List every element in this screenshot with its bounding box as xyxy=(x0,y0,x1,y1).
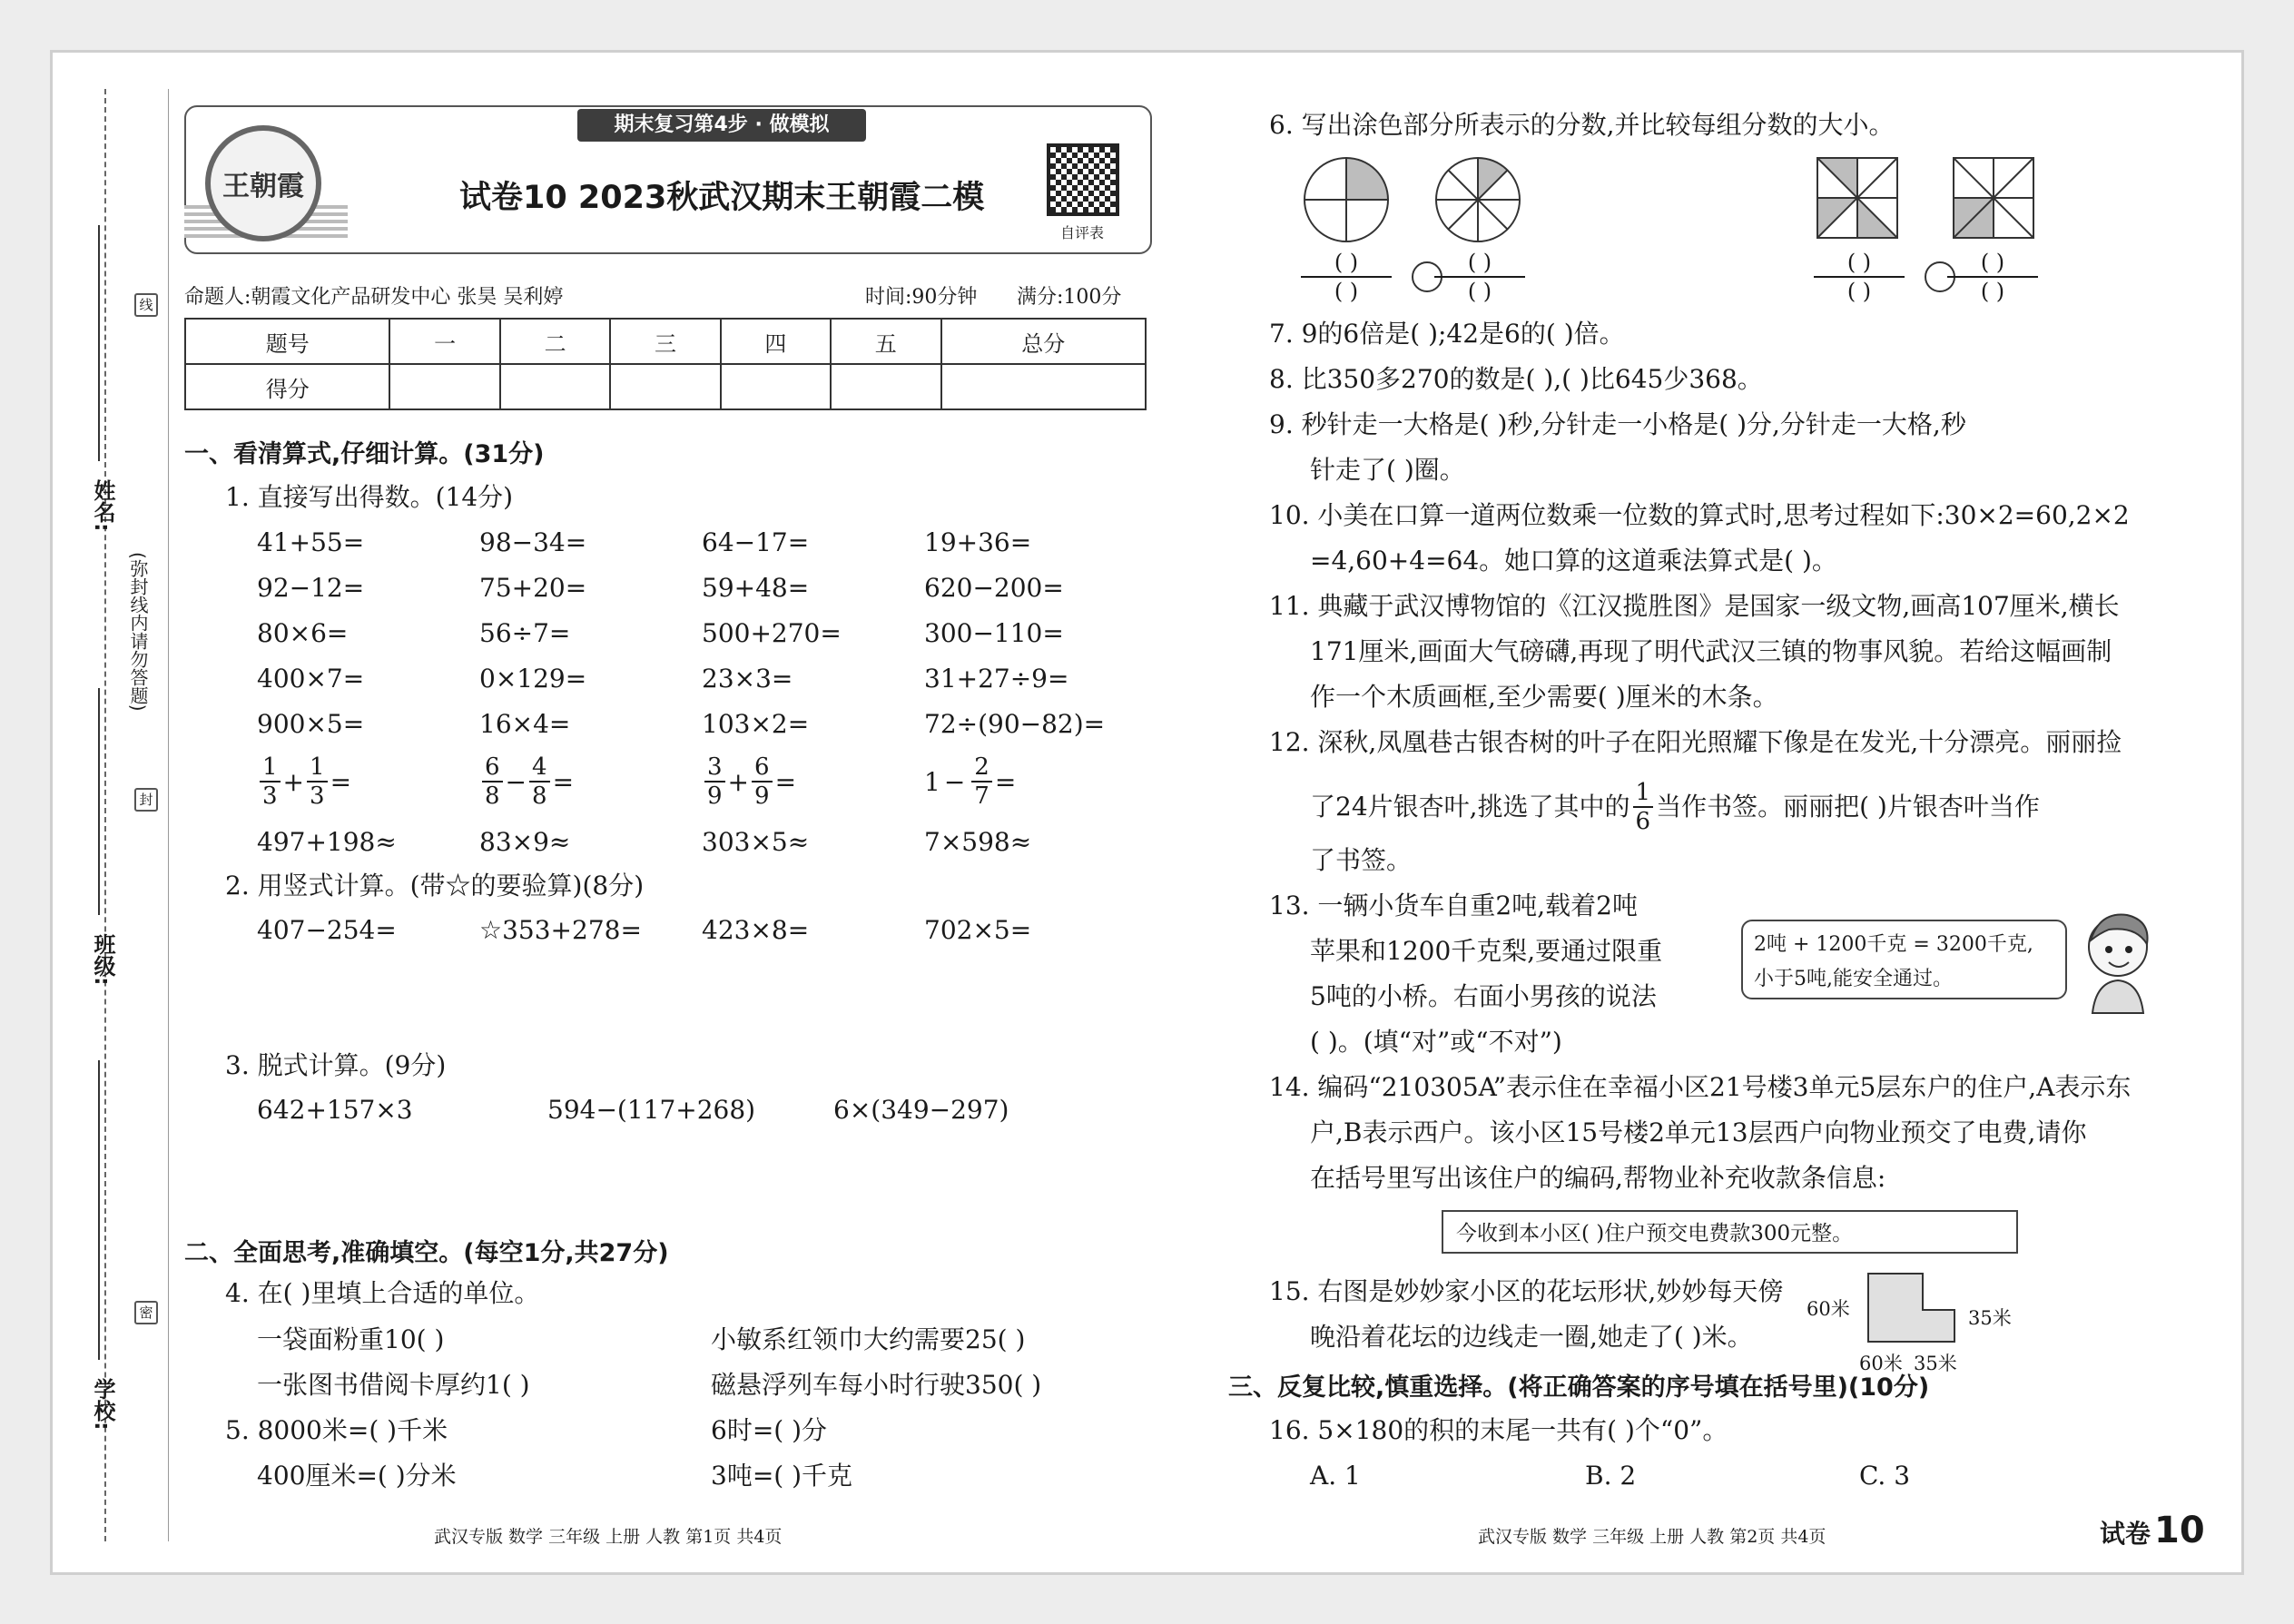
score-input[interactable] xyxy=(389,364,499,409)
calc-item: 64−17= xyxy=(702,527,810,557)
section-3-heading: 三、反复比较,慎重选择。(将正确答案的序号填在括号里)(10分) xyxy=(1228,1373,1930,1402)
calc-item: 31+27÷9= xyxy=(924,664,1069,694)
q14-line3: 在括号里写出该住户的编码,帮物业补充收款条信息: xyxy=(1310,1163,1886,1193)
score-input[interactable] xyxy=(941,364,1147,409)
q4-item: 一张图书借阅卡厚约1( ) xyxy=(257,1370,530,1400)
q9-line2: 针走了( )圈。 xyxy=(1310,455,1465,485)
score-cell: 题号 xyxy=(185,319,389,364)
q7: 7. 9的6倍是( );42是6的( )倍。 xyxy=(1269,319,1625,349)
estimate-item: 303×5≈ xyxy=(702,827,810,857)
calc-item: 620−200= xyxy=(924,573,1064,603)
exam-title: 试卷10 2023秋武汉期末王朝霞二模 xyxy=(459,180,985,216)
calc-item: 16×4= xyxy=(479,709,571,739)
calc-item: 72÷(90−82)= xyxy=(924,709,1106,739)
setters-line: 命题人:朝霞文化产品研发中心 张昊 吴利婷 xyxy=(184,286,564,309)
score-row-label: 得分 xyxy=(185,364,389,409)
stepwise-calc-item: 6×(349−297) xyxy=(833,1095,1009,1125)
school-field[interactable] xyxy=(98,1060,100,1360)
q1-stem: 1. 直接写出得数。(14分) xyxy=(225,482,514,512)
q4-item: 一袋面粉重10( ) xyxy=(257,1324,445,1354)
calc-item: 98−34= xyxy=(479,527,587,557)
qr-caption: 自评表 xyxy=(1060,224,1105,241)
q16-option-b[interactable]: B. 2 xyxy=(1585,1461,1637,1491)
dim-label-bottom-right: 35米 xyxy=(1914,1353,1957,1374)
class-field[interactable] xyxy=(98,688,100,915)
calc-item: 23×3= xyxy=(702,664,793,694)
q14-line2: 户,B表示西户。该小区15号楼2单元13层西户向物业预交了电费,请你 xyxy=(1310,1117,2087,1147)
q5-item: 3吨=( )千克 xyxy=(711,1461,853,1491)
score-cell: 总分 xyxy=(941,319,1147,364)
q16-option-a[interactable]: A. 1 xyxy=(1310,1461,1361,1491)
vertical-calc-item: 407−254= xyxy=(257,915,397,945)
score-cell: 一 xyxy=(389,319,499,364)
q13-line4: ( )。(填“对”或“不对”) xyxy=(1310,1027,1562,1057)
dim-label-right-height: 35米 xyxy=(1968,1307,2012,1329)
q5-item: 400厘米=( )分米 xyxy=(257,1461,457,1491)
binding-mark-seal: 封 xyxy=(134,788,158,812)
q8: 8. 比350多270的数是( ),( )比645少368。 xyxy=(1269,364,1763,394)
step-banner: 期末复习第4步 · 做模拟 xyxy=(577,109,866,142)
calc-item: 500+270= xyxy=(702,618,842,648)
class-label: 班级: xyxy=(90,933,115,986)
name-field[interactable] xyxy=(98,225,100,461)
circle-fraction-figure-b xyxy=(1433,154,1523,245)
exam-number-badge: 试卷 10 xyxy=(2100,1510,2205,1551)
calc-item: 300−110= xyxy=(924,618,1064,648)
square-fraction-figure-a xyxy=(1814,154,1901,241)
estimate-item: 7×598≈ xyxy=(924,827,1032,857)
brand-logo: 王朝霞 xyxy=(205,125,321,241)
calc-item: 0×129= xyxy=(479,664,587,694)
speech-bubble-line: 2吨 + 1200千克 = 3200千克, xyxy=(1754,933,2033,956)
dim-label-left-height: 60米 xyxy=(1807,1298,1850,1320)
vertical-calc-item: 702×5= xyxy=(924,915,1032,945)
square-fraction-figure-b xyxy=(1950,154,2037,241)
receipt-box: 今收到本小区( )住户预交电费款300元整。 xyxy=(1442,1210,2018,1254)
estimate-item: 83×9≈ xyxy=(479,827,571,857)
q15-line1: 15. 右图是妙妙家小区的花坛形状,妙妙每天傍 xyxy=(1269,1276,1784,1306)
page-footer-left: 武汉专版 数学 三年级 上册 人教 第1页 共4页 xyxy=(434,1527,783,1547)
q6-stem: 6. 写出涂色部分所表示的分数,并比较每组分数的大小。 xyxy=(1269,110,1895,140)
score-cell: 三 xyxy=(610,319,720,364)
score-input[interactable] xyxy=(831,364,940,409)
q13-line1: 13. 一辆小货车自重2吨,载着2吨 xyxy=(1269,891,1638,920)
q5-stem: 5. 8000米=( )千米 xyxy=(225,1415,448,1445)
score-table-header-row xyxy=(185,319,1146,364)
page-footer-right: 武汉专版 数学 三年级 上册 人教 第2页 共4页 xyxy=(1478,1527,1826,1547)
flowerbed-shape xyxy=(1859,1265,1968,1355)
q4-item: 磁悬浮列车每小时行驶350( ) xyxy=(711,1370,1042,1400)
q13-line3: 5吨的小桥。右面小男孩的说法 xyxy=(1310,981,1657,1011)
fraction-calc-item: $\frac{6}{8}$ − $\frac{4}{8}$ = xyxy=(479,753,574,810)
school-label: 学校: xyxy=(90,1378,115,1431)
q12-line2: 了24片银杏叶,挑选了其中的 $\frac{1}{6}$ 当作书签。丽丽把( )片银杏叶当作 xyxy=(1310,779,2040,835)
score-cell: 二 xyxy=(500,319,610,364)
exam-sheet xyxy=(50,50,2244,1575)
calc-item: 56÷7= xyxy=(479,618,571,648)
calc-item: 103×2= xyxy=(702,709,810,739)
q9-line1: 9. 秒针走一大格是( )秒,分针走一小格是( )分,分针走一大格,秒 xyxy=(1269,409,1966,439)
stepwise-calc-item: 594−(117+268) xyxy=(547,1095,756,1125)
q2-stem: 2. 用竖式计算。(带☆的要验算)(8分) xyxy=(225,871,645,901)
calc-item: 400×7= xyxy=(257,664,365,694)
q16-option-c[interactable]: C. 3 xyxy=(1859,1461,1911,1491)
speech-bubble xyxy=(1741,920,2067,999)
q12-line3: 了书签。 xyxy=(1310,845,1413,875)
binding-mark-line: 线 xyxy=(134,293,158,317)
fraction-calc-item: 1 − $\frac{2}{7}$ = xyxy=(924,753,1017,810)
section-1-heading: 一、看清算式,仔细计算。(31分) xyxy=(184,440,545,468)
calc-item: 900×5= xyxy=(257,709,365,739)
fraction-answer-blank[interactable]: ( ) ( ) xyxy=(1947,251,2038,303)
fraction-answer-blank[interactable]: ( ) ( ) xyxy=(1301,251,1392,303)
fraction-answer-blank[interactable]: ( ) ( ) xyxy=(1434,251,1525,303)
fraction-calc-item: $\frac{3}{9}$ + $\frac{6}{9}$ = xyxy=(702,753,796,810)
binding-notice: (弥封线内请勿答题) xyxy=(127,552,149,712)
calc-item: 19+36= xyxy=(924,527,1032,557)
q11-line1: 11. 典藏于武汉博物馆的《江汉揽胜图》是国家一级文物,画高107厘米,横长 xyxy=(1269,591,2120,621)
name-label: 姓名: xyxy=(90,479,115,532)
fraction-answer-blank[interactable]: ( ) ( ) xyxy=(1814,251,1905,303)
boy-illustration xyxy=(2072,906,2163,1015)
score-input[interactable] xyxy=(610,364,720,409)
score-cell: 五 xyxy=(831,319,940,364)
q11-line3: 作一个木质画框,至少需要( )厘米的木条。 xyxy=(1310,682,1778,712)
qr-code[interactable] xyxy=(1047,143,1119,216)
shaded-sector xyxy=(1478,158,1508,200)
section-2-heading: 二、全面思考,准确填空。(每空1分,共27分) xyxy=(184,1239,669,1267)
score-table-score-row xyxy=(185,364,1146,409)
stepwise-calc-item: 642+157×3 xyxy=(257,1095,413,1125)
q4-item: 小敏系红领巾大约需要25( ) xyxy=(711,1324,1026,1354)
estimate-item: 497+198≈ xyxy=(257,827,397,857)
score-table xyxy=(184,318,1147,410)
score-cell: 四 xyxy=(721,319,831,364)
q16-stem: 16. 5×180的积的末尾一共有( )个“0”。 xyxy=(1269,1415,1728,1445)
vertical-calc-item: 423×8= xyxy=(702,915,810,945)
q3-stem: 3. 脱式计算。(9分) xyxy=(225,1050,447,1080)
speech-bubble-line: 小于5吨,能安全通过。 xyxy=(1754,968,1953,990)
q11-line2: 171厘米,画面大气磅礴,再现了明代武汉三镇的物事风貌。若给这幅画制 xyxy=(1310,636,2112,666)
q10-line2: =4,60+4=64。她口算的这道乘法算式是( )。 xyxy=(1310,546,1837,576)
calc-item: 75+20= xyxy=(479,573,587,603)
calc-item: 92−12= xyxy=(257,573,365,603)
q12-line1: 12. 深秋,凤凰巷古银杏树的叶子在阳光照耀下像是在发光,十分漂亮。丽丽捡 xyxy=(1269,727,2122,757)
q5-item: 6时=( )分 xyxy=(711,1415,828,1445)
q10-line1: 10. 小美在口算一道两位数乘一位数的算式时,思考过程如下:30×2=60,2×2 xyxy=(1269,500,2130,530)
dim-label-bottom-left: 60米 xyxy=(1859,1353,1903,1374)
q4-stem: 4. 在( )里填上合适的单位。 xyxy=(225,1278,540,1308)
q15-line2: 晚沿着花坛的边线走一圈,她走了( )米。 xyxy=(1310,1322,1753,1352)
vertical-calc-item: ☆353+278= xyxy=(479,915,642,945)
calc-item: 41+55= xyxy=(257,527,365,557)
q14-line1: 14. 编码“210305A”表示住在幸福小区21号楼3单元5层东户的住户,A表示东 xyxy=(1269,1072,2132,1102)
exam-time: 时间:90分钟 xyxy=(865,286,978,309)
binding-dashed-line xyxy=(104,89,106,1541)
calc-item: 80×6= xyxy=(257,618,349,648)
exam-full-score: 满分:100分 xyxy=(1017,286,1122,309)
circle-fraction-figure-a xyxy=(1301,154,1392,245)
binding-rule xyxy=(168,89,169,1541)
score-input[interactable] xyxy=(500,364,610,409)
binding-mark-secret: 密 xyxy=(134,1301,158,1324)
calc-item: 59+48= xyxy=(702,573,810,603)
score-input[interactable] xyxy=(721,364,831,409)
fraction-calc-item: $\frac{1}{3}$ + $\frac{1}{3}$ = xyxy=(257,753,351,810)
q13-line2: 苹果和1200千克梨,要通过限重 xyxy=(1310,936,1663,966)
